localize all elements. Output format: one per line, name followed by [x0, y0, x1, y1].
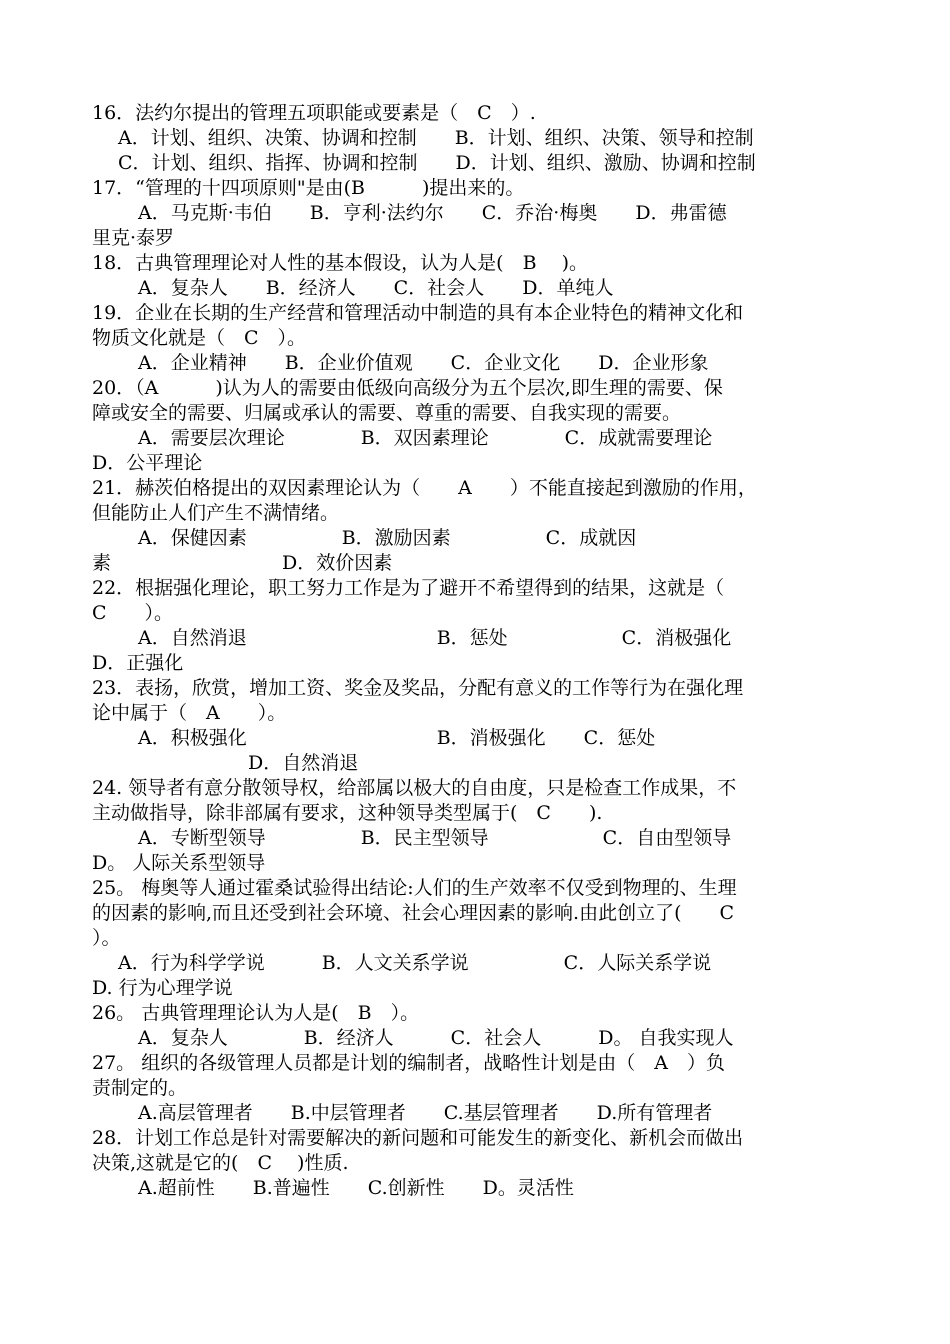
q17-options-cont: 里克·泰罗	[92, 227, 175, 249]
q25-question-end: ）。	[92, 927, 121, 949]
q16-question: 16．法约尔提出的管理五项职能或要素是（ C ）.	[92, 102, 536, 124]
q19-options: A．企业精神 B．企业价值观 C．企业文化 D．企业形象	[138, 352, 709, 374]
q24-question-cont: 主动做指导，除非部属有要求，这种领导类型属于( C ).	[92, 802, 603, 824]
q26-options: A．复杂人 B．经济人 C．社会人 D。 自我实现人	[138, 1027, 734, 1049]
q22-options: A．自然消退 B．惩处 C．消极强化	[138, 627, 732, 649]
q20-question: 20．（A )认为人的需要由低级向高级分为五个层次,即生理的需要、保	[92, 377, 723, 399]
q17-options: A．马克斯·韦伯 B．亨利·法约尔 C．乔治·梅奥 D．弗雷德	[138, 202, 727, 224]
q24-options-cont: D。 人际关系型领导	[92, 852, 266, 874]
q21-options: A．保健因素 B．激励因素 C．成就因	[138, 527, 637, 549]
q28-options: A.超前性 B.普遍性 C.创新性 D。灵活性	[138, 1177, 574, 1199]
q25-question-cont: 的因素的影响,而且还受到社会环境、社会心理因素的影响.由此创立了( C	[92, 902, 735, 924]
q23-options: A．积极强化 B．消极强化 C．惩处	[138, 727, 656, 749]
q17-question: 17．“管理的十四项原则"是由(B )提出来的。	[92, 177, 525, 199]
q28-question: 28．计划工作总是针对需要解决的新问题和可能发生的新变化、新机会而做出	[92, 1127, 744, 1149]
q25-question: 25。 梅奥等人通过霍桑试验得出结论:人们的生产效率不仅受到物理的、生理	[92, 877, 737, 899]
q22-question-cont: C ）。	[92, 602, 174, 624]
q22-question: 22．根据强化理论，职工努力工作是为了避开不希望得到的结果，这就是（	[92, 577, 725, 599]
q18-question: 18．古典管理理论对人性的基本假设，认为人是( B )。	[92, 252, 589, 274]
q19-question: 19．企业在长期的生产经营和管理活动中制造的具有本企业特色的精神文化和	[92, 302, 744, 324]
q27-options: A.高层管理者 B.中层管理者 C.基层管理者 D.所有管理者	[138, 1102, 713, 1124]
q21-question: 21．赫茨伯格提出的双因素理论认为（ A ）不能直接起到激励的作用，	[92, 477, 757, 499]
q21-options-cont: 素 D．效价因素	[92, 552, 393, 574]
q20-options: A．需要层次理论 B．双因素理论 C．成就需要理论	[138, 427, 713, 449]
q19-question-cont: 物质文化就是（ C ）。	[92, 327, 307, 349]
q18-options: A．复杂人 B．经济人 C．社会人 D．单纯人	[138, 277, 614, 299]
q20-question-cont: 障或安全的需要、归属或承认的需要、尊重的需要、自我实现的需要。	[92, 402, 682, 424]
q16-options-cd: C．计划、组织、指挥、协调和控制 D．计划、组织、激励、协调和控制	[118, 152, 756, 174]
q21-question-cont: 但能防止人们产生不满情绪。	[92, 502, 340, 524]
q27-question-cont: 责制定的。	[92, 1077, 188, 1099]
q23-options-cont: D．自然消退	[248, 752, 359, 774]
q26-question: 26。 古典管理理论认为人是( B ）。	[92, 1002, 420, 1024]
q25-options-cont: D. 行为心理学说	[92, 977, 233, 999]
q27-question: 27。 组织的各级管理人员都是计划的编制者，战略性计划是由（ A ）负	[92, 1052, 725, 1074]
q24-question: 24. 领导者有意分散领导权，给部属以极大的自由度，只是检查工作成果，不	[92, 777, 737, 799]
q23-question: 23．表扬，欣赏，增加工资、奖金及奖品，分配有意义的工作等行为在强化理	[92, 677, 744, 699]
q22-options-cont: D．正强化	[92, 652, 184, 674]
q20-options-cont: D．公平理论	[92, 452, 203, 474]
q23-question-cont: 论中属于（ A ）。	[92, 702, 287, 724]
q16-options-ab: A．计划、组织、决策、协调和控制 B．计划、组织、决策、领导和控制	[118, 127, 754, 149]
q25-options: A．行为科学学说 B．人文关系学说 C．人际关系学说	[118, 952, 712, 974]
q24-options: A．专断型领导 B．民主型领导 C．自由型领导	[138, 827, 732, 849]
q28-question-cont: 决策,这就是它的( C )性质.	[92, 1152, 349, 1174]
